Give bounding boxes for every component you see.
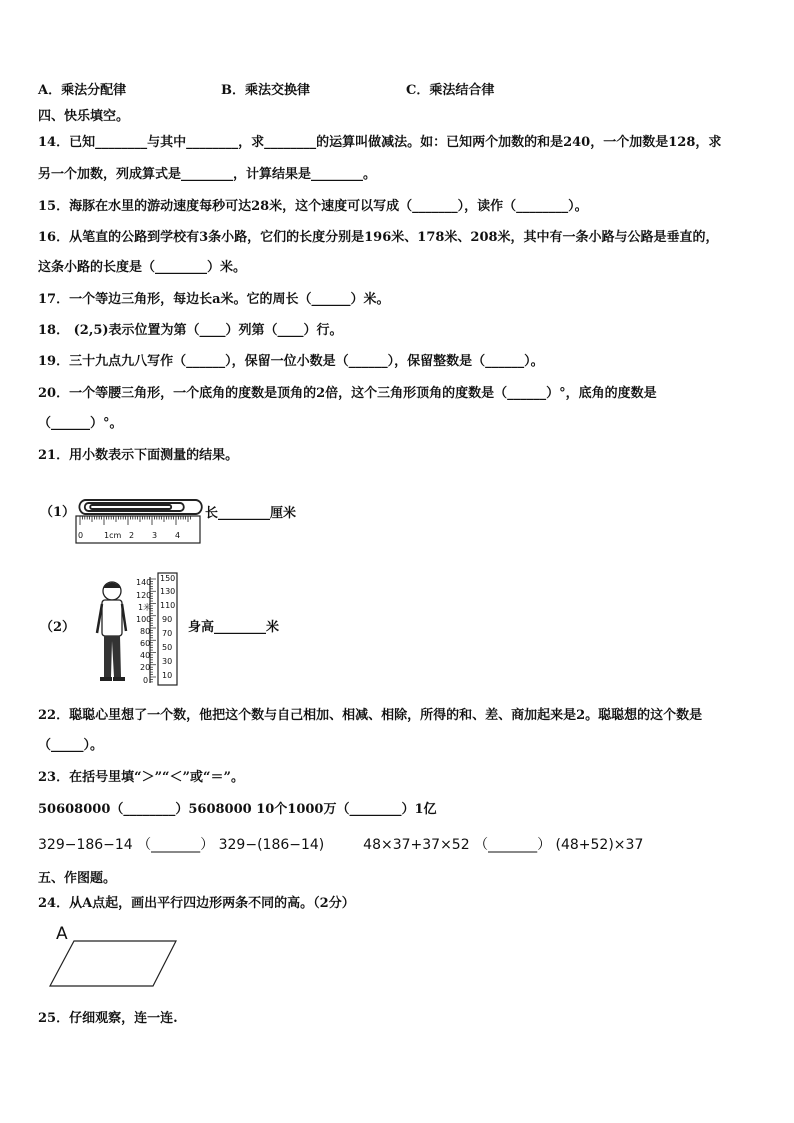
- scale-label: 80: [140, 627, 151, 636]
- scale-label: 40: [140, 651, 151, 660]
- ruler-label: 2: [129, 531, 135, 540]
- question-20-line-1: 20．一个等腰三角形，一个底角的度数是顶角的2倍，这个三角形顶角的度数是（______）°，底角的度数是: [38, 386, 657, 401]
- question-23-row-1: 50608000（________）5608000 10个1000万（________）1亿: [38, 802, 437, 817]
- question-23-row-2: [38, 836, 764, 854]
- option-a: A．乘法分配律: [38, 83, 127, 98]
- scale-label: 70: [162, 629, 173, 638]
- paperclip-icon: [79, 500, 201, 514]
- ruler-label: 0: [78, 531, 84, 540]
- scale-label: 20: [140, 663, 151, 672]
- q23-expression-a: 329−186−14 （_______） 329−(186−14): [38, 837, 325, 853]
- question-22-line-2: （_____）。: [38, 738, 104, 753]
- q23-expression-b: 48×37+37×52 （_______） (48+52)×37: [363, 837, 644, 853]
- scale-label: 30: [162, 657, 173, 666]
- q21-part1-answer: 长________厘米: [205, 506, 297, 521]
- question-16-line-1: 16．从笔直的公路到学校有3条小路，它们的长度分别是196米、178米、208米，其中有一条小路与公路是垂直的，: [38, 230, 719, 245]
- section-4-title: 四、快乐填空。: [38, 109, 130, 124]
- scale-label: 1米: [138, 603, 152, 612]
- question-19: 19．三十九点九八写作（______），保留一位小数是（______），保留整数是（______）。: [38, 354, 544, 369]
- question-24: 24．从A点起，画出平行四边形两条不同的高。（2分）: [38, 896, 355, 911]
- scale-label: 0: [143, 676, 149, 685]
- question-14-line-2: 另一个加数，列成算式是________，计算结果是________。: [38, 167, 377, 182]
- question-15: 15．海豚在水里的游动速度每秒可达28米，这个速度可以写成（_______），读作（________）。: [38, 199, 588, 214]
- q21-part1-label: （1）: [40, 505, 76, 520]
- point-a-label: A: [56, 924, 68, 944]
- question-25: 25．仔细观察，连一连.: [38, 1011, 178, 1026]
- ruler-paperclip-figure: [74, 496, 204, 546]
- question-16-line-2: 这条小路的长度是（________）米。: [38, 260, 247, 275]
- height-chart-figure: [92, 571, 184, 688]
- ruler-label: 3: [152, 531, 158, 540]
- ruler-body: [76, 516, 200, 543]
- option-b: B．乘法交换律: [221, 83, 310, 98]
- question-23: 23．在括号里填“＞”“＜”或“＝”。: [38, 770, 244, 785]
- scale-label: 90: [162, 615, 173, 624]
- scale-label: 110: [160, 601, 176, 610]
- scale-label: 60: [140, 639, 151, 648]
- question-17: 17．一个等边三角形，每边长a米。它的周长（______）米。: [38, 292, 390, 307]
- q21-part2-answer: 身高________米: [188, 620, 280, 635]
- question-21: 21．用小数表示下面测量的结果。: [38, 448, 239, 463]
- scale-label: 130: [160, 587, 176, 596]
- question-22-line-1: 22．聪聪心里想了一个数，他把这个数与自己相加、相减、相除，所得的和、差、商加起来是2。聪聪想的这个数是: [38, 708, 703, 723]
- q13-options: [38, 82, 764, 100]
- scale-label: 150: [160, 574, 176, 583]
- question-14-line-1: 14．已知________与其中________，求________的运算叫做减法。如：已知两个加数的和是240，一个加数是128，求: [38, 135, 722, 150]
- scale-label: 50: [162, 643, 173, 652]
- scale-label: 10: [162, 671, 173, 680]
- parallelogram-figure: [44, 920, 184, 992]
- question-18: 18． (2,5)表示位置为第（____）列第（____）行。: [38, 323, 343, 338]
- ruler-label: 4: [175, 531, 181, 540]
- child-figure: [97, 582, 126, 681]
- option-c: C．乘法结合律: [406, 83, 495, 98]
- question-20-line-2: （______）°。: [38, 416, 123, 431]
- scale-label: 140: [136, 578, 152, 587]
- parallelogram-shape: [50, 941, 176, 986]
- scale-label: 100: [136, 615, 152, 624]
- ruler-label: 1cm: [104, 531, 122, 540]
- scale-label: 120: [136, 591, 152, 600]
- q21-part2-label: （2）: [40, 620, 76, 635]
- section-5-title: 五、作图题。: [38, 871, 117, 886]
